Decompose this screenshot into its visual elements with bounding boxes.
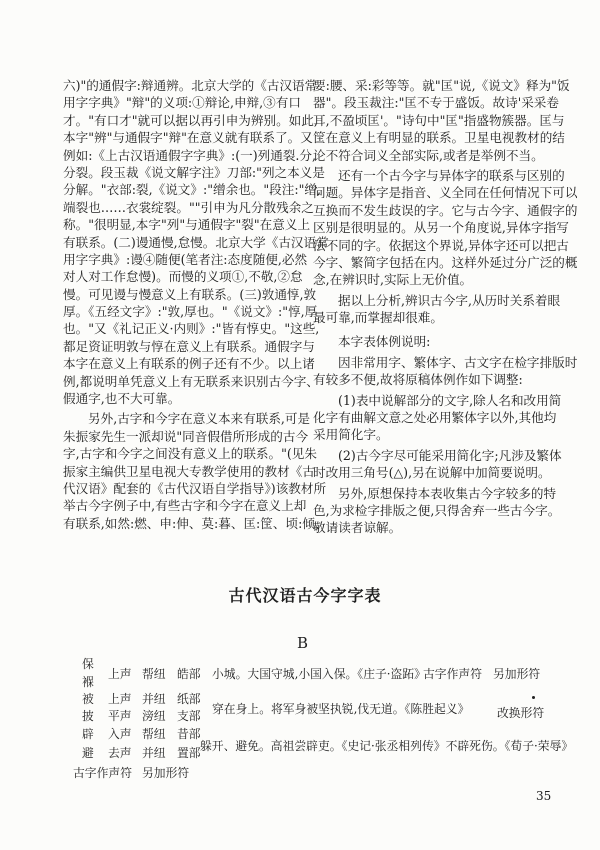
text-line: 用字字典》"辩"的义项:①辩论,申辩,③有口 [63, 95, 301, 111]
text-line: 分解。"衣部:裂,《说文》:"缯余也。"段注:"缯, [63, 182, 321, 198]
text-line: 本字在意义上有联系的例子还有不少。以上诸 [63, 356, 315, 372]
footer-note: 另加形符 [142, 766, 190, 780]
text-line: 假通字,也不大可靠。 [63, 391, 181, 407]
entry-note: 改换形符 [497, 706, 545, 720]
text-line: 器"。段玉裁注:"匡不专于盛饭。故诗'采采卷 [313, 95, 559, 111]
text-line: 法不同的字。依据这个界说,异体字还可以把古 [313, 237, 569, 253]
text-line: 还有一个古今字与异体字的联系与区别的 [338, 167, 565, 183]
entry-tone: 上声 [108, 667, 132, 681]
paragraph [313, 447, 562, 482]
text-line: 对人对工作怠慢)。而慢的义项①,不敬,②怠 [63, 269, 303, 285]
entry-char: 褓 [82, 675, 94, 689]
entry-initial: 并纽 [142, 746, 166, 760]
text-line: 举古今字例子中,有些古字和今字在意义上却 [63, 498, 307, 514]
text-line: 六)"的通假字:辩通辨。北京大学的《古汉语常 [63, 78, 318, 93]
entry-tone: 入声 [108, 727, 132, 741]
entry-explanation: 躲开、避免。高祖尝辟吏。《史记·张丞相列传》不辟死伤。《荀子·荣辱》 [200, 739, 574, 753]
entry-char: 避 [82, 746, 94, 760]
text-line: 有联系。(二)谩通慢,怠慢。北京大学《古汉语常 [63, 234, 329, 250]
text-line: 代汉语》配套的《古代汉语自学指导》)该教材所 [63, 480, 327, 496]
text-line: 筐在意义上有明显的联系。卫星电视教材的结 [313, 130, 565, 146]
text-line: 采用简化字。 [313, 427, 389, 443]
entry-note: 古字作声符 [423, 667, 482, 681]
right-text-column [313, 77, 578, 540]
footer-note: 古字作声符 [73, 766, 132, 780]
text-line: 互换而不发生歧误的字。它与古今字、通假字的 [313, 202, 578, 218]
page-number: 35 [536, 789, 552, 803]
paragraph [313, 292, 561, 327]
entry-tone: 上声 [108, 692, 132, 706]
text-line: 用字字典》:谩④随便(笔者注:态度随便,必然 [63, 251, 308, 267]
entry-initial: 滂纽 [142, 709, 166, 723]
entry-explanation: 穿在身上。将军身被坚执锐,伐无道。《陈胜起义》 [212, 702, 470, 716]
entry-tone: 平声 [108, 709, 132, 723]
entry-char: 披 [82, 709, 94, 723]
text-line: 问题。异体字是指音、义全同在任何情况下可以 [313, 185, 578, 201]
section-letter: B [297, 634, 309, 652]
text-line: 字,古字和今字之间没有意义上的联系。"(见朱 [63, 446, 317, 462]
text-line: 化字有曲解文意之处必用繁体字以外,其他均 [313, 410, 557, 426]
text-line: 本字表体例说明: [338, 334, 431, 350]
text-line: 色,为求检字排版之便,只得舍弃一些古今字。 [313, 502, 561, 518]
entry-rhyme: 支部 [177, 709, 201, 723]
text-line: 另外,原想保持本表收集古今字较多的特 [338, 485, 557, 501]
entry-char: 保 [82, 657, 94, 671]
text-line: 耳,不盈顷匡'。"诗句中"匡"指盛物簇器。匡与 [313, 112, 565, 128]
text-line: 本字"辨"与通假字"辩"在意义就有联系了。又 [63, 130, 313, 146]
text-line: 要:腰、采:彩等等。就"匡"说,《说文》释为"饭 [313, 78, 570, 93]
text-line: 今字、繁简字包括在内。这样外延过分广泛的概 [313, 254, 578, 270]
entry-rhyme: 皓部 [177, 667, 201, 681]
text-line: 厚。《五经文字》:"敦,厚也。"《说文》:"惇,厚 [63, 304, 318, 320]
paragraph [313, 77, 570, 164]
text-line: 有联系,如然:燃、申:伸、莫:暮、匡:筐、顷:倾、 [63, 515, 328, 531]
entry-explanation: 小城。大国守城,小国入保。《庄子·盗跖》 [212, 667, 426, 681]
entry-char: 辟 [82, 727, 94, 741]
text-line: (2)古今字尽可能采用简化字;凡涉及繁体 [338, 447, 562, 463]
text-line: 因非常用字、繁体字、古文字在检字排版时 [338, 354, 578, 370]
text-line: 称。"很明显,本字"列"与通假字"裂"在意义上 [63, 217, 311, 233]
text-line: 朱振家先生一派却说"同音假借所形成的古今 [63, 428, 309, 444]
text-line: 才。"有口才"就可以据以再引申为辨别。如此, [63, 112, 318, 128]
entry-initial: 帮纽 [142, 667, 166, 681]
text-line: 端裂也……衣裳绽裂。""引申为凡分散残余之 [63, 199, 314, 215]
text-line: 据以上分析,辨识古今字,从历时关系着眼 [338, 292, 561, 308]
text-line: 有较多不便,故将原稿体例作如下调整: [313, 372, 523, 388]
paragraph [313, 354, 578, 389]
entry-initial: 帮纽 [142, 727, 166, 741]
paragraph [313, 485, 561, 537]
paragraph [313, 333, 549, 350]
text-line: 区别是很明显的。从另一个角度说,异体字指写 [313, 220, 569, 236]
entry-char: 被 [82, 692, 94, 706]
text-line: 敬请读者谅解。 [313, 520, 402, 536]
entry-initial: 并纽 [142, 692, 166, 706]
text-line: 念,在辨识时,实际上无价值。 [313, 272, 473, 288]
text-line: 例如:《上古汉语通假字字典》:(一)列通裂.分, [63, 147, 317, 163]
entry-note: 另加形符 [493, 667, 541, 681]
text-line: 最可靠,而掌握却很难。 [313, 310, 443, 326]
text-line: 另外,古字和今字在意义本来有联系,可是 [88, 411, 311, 427]
text-line: 分裂。段玉裁《说文解字注》刀部:"列之本义是 [63, 164, 325, 180]
paragraph [313, 167, 578, 289]
text-line: 都足资证明敦与惇在意义上有联系。通假字与 [63, 338, 315, 354]
text-line: (1)表中说解部分的文字,除人名和改用简 [338, 392, 562, 408]
table-title: 古代汉语古今字字表 [228, 586, 382, 605]
text-line: 时改用三角号(△),另在说解中加简要说明。 [313, 465, 551, 481]
emphasis-dot [532, 696, 535, 699]
text-line: 例,都说明单凭意义上有无联系来识别古今字、 [63, 373, 319, 389]
left-text-column [63, 77, 329, 535]
paragraph [63, 77, 329, 407]
entry-rhyme: 昔部 [177, 727, 201, 741]
paragraph [313, 392, 562, 444]
entry-rhyme: 置部 [177, 746, 201, 760]
text-line: 振家主编供卫星电视大专教学使用的教材《古 [63, 463, 315, 479]
text-line: 论不符合词义全部实际,或者是举例不当。 [313, 147, 544, 163]
entry-rhyme: 纸部 [177, 692, 201, 706]
text-line: 也。"又《礼记正义·内则》:"皆有惇史。"这些, [63, 321, 320, 337]
entry-tone: 去声 [108, 746, 132, 760]
paragraph [63, 410, 328, 532]
text-line: 慢。可见谩与慢意义上有联系。(三)敦通惇,敦 [63, 286, 317, 302]
